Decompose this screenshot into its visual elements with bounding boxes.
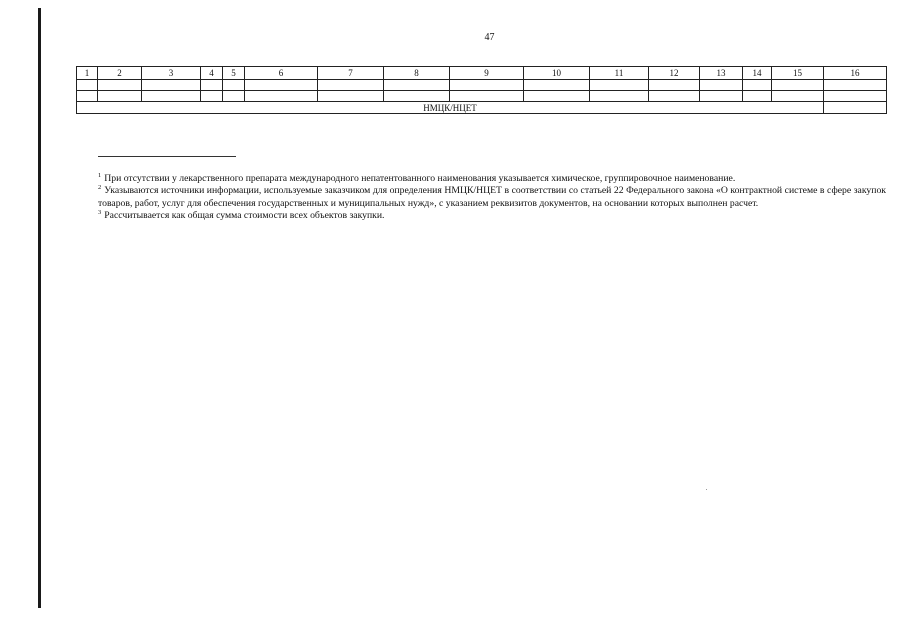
column-number-cell: 5 xyxy=(223,67,245,80)
table-cell xyxy=(245,91,318,102)
table-cell xyxy=(649,80,700,91)
footnote-text: Указываются источники информации, используемые заказчиком для определения НМЦК/НЦЕТ в соответствии со статьей 22 Федерального закона «О контрактной системе в сфере закупок товаров, работ, услуг для обеспечения государственных и муниципальных нужд», с указанием реквизитов документов, на основании которых выполнен расчет. xyxy=(98,185,886,209)
table-cell xyxy=(450,91,524,102)
table-row xyxy=(77,91,887,102)
table-cell xyxy=(743,91,772,102)
table-cell xyxy=(649,91,700,102)
column-number-row xyxy=(77,67,887,80)
footnotes xyxy=(98,173,886,222)
table-cell xyxy=(772,80,824,91)
table-cell xyxy=(450,80,524,91)
table-cell xyxy=(201,91,223,102)
table-cell xyxy=(318,91,384,102)
table-cell xyxy=(590,80,649,91)
table-cell xyxy=(223,91,245,102)
table-cell xyxy=(77,91,98,102)
table-cell xyxy=(142,80,201,91)
table-cell xyxy=(524,80,590,91)
column-number-cell: 7 xyxy=(318,67,384,80)
table-cell xyxy=(700,80,743,91)
column-number-cell: 4 xyxy=(201,67,223,80)
table-cell xyxy=(384,91,450,102)
table-cell xyxy=(824,91,887,102)
table-cell xyxy=(223,80,245,91)
column-number-cell: 14 xyxy=(743,67,772,80)
calculation-table xyxy=(76,66,887,114)
page-number: 47 xyxy=(484,32,495,43)
footnote-marker: 2 xyxy=(98,184,102,192)
footnote-text: При отсутствии у лекарственного препарата международного непатентованного наименования указывается химическое, группировочное наименование. xyxy=(104,173,736,184)
column-number-cell: 12 xyxy=(649,67,700,80)
footnote-2 xyxy=(98,185,886,210)
table-cell xyxy=(384,80,450,91)
column-number-cell: 11 xyxy=(590,67,649,80)
column-number-cell: 15 xyxy=(772,67,824,80)
table-cell xyxy=(824,80,887,91)
column-number-cell: 10 xyxy=(524,67,590,80)
total-label: НМЦК/НЦЕТ xyxy=(77,102,824,114)
column-number-cell: 2 xyxy=(98,67,142,80)
table-cell xyxy=(201,80,223,91)
column-number-cell: 8 xyxy=(384,67,450,80)
table-cell xyxy=(772,91,824,102)
table-cell xyxy=(98,80,142,91)
column-number-cell: 16 xyxy=(824,67,887,80)
footnote-3 xyxy=(98,210,886,222)
column-number-cell: 9 xyxy=(450,67,524,80)
total-value-cell xyxy=(824,102,887,114)
footnote-text: Рассчитывается как общая сумма стоимости всех объектов закупки. xyxy=(104,209,385,221)
footnote-marker: 1 xyxy=(98,172,102,179)
scan-edge-line xyxy=(38,8,41,608)
table-cell xyxy=(142,91,201,102)
table-cell xyxy=(98,91,142,102)
column-number-cell: 13 xyxy=(700,67,743,80)
table-cell xyxy=(77,80,98,91)
total-row xyxy=(77,102,887,114)
table-cell xyxy=(318,80,384,91)
column-number-cell: 3 xyxy=(142,67,201,80)
scan-speck xyxy=(706,489,707,490)
table-cell xyxy=(743,80,772,91)
table-cell xyxy=(590,91,649,102)
column-number-cell: 6 xyxy=(245,67,318,80)
column-number-cell: 1 xyxy=(77,67,98,80)
footnote-separator xyxy=(98,156,236,157)
table-cell xyxy=(700,91,743,102)
table-row xyxy=(77,80,887,91)
table-cell xyxy=(245,80,318,91)
footnote-1 xyxy=(98,173,886,185)
footnote-marker: 3 xyxy=(98,208,102,216)
table-cell xyxy=(524,91,590,102)
